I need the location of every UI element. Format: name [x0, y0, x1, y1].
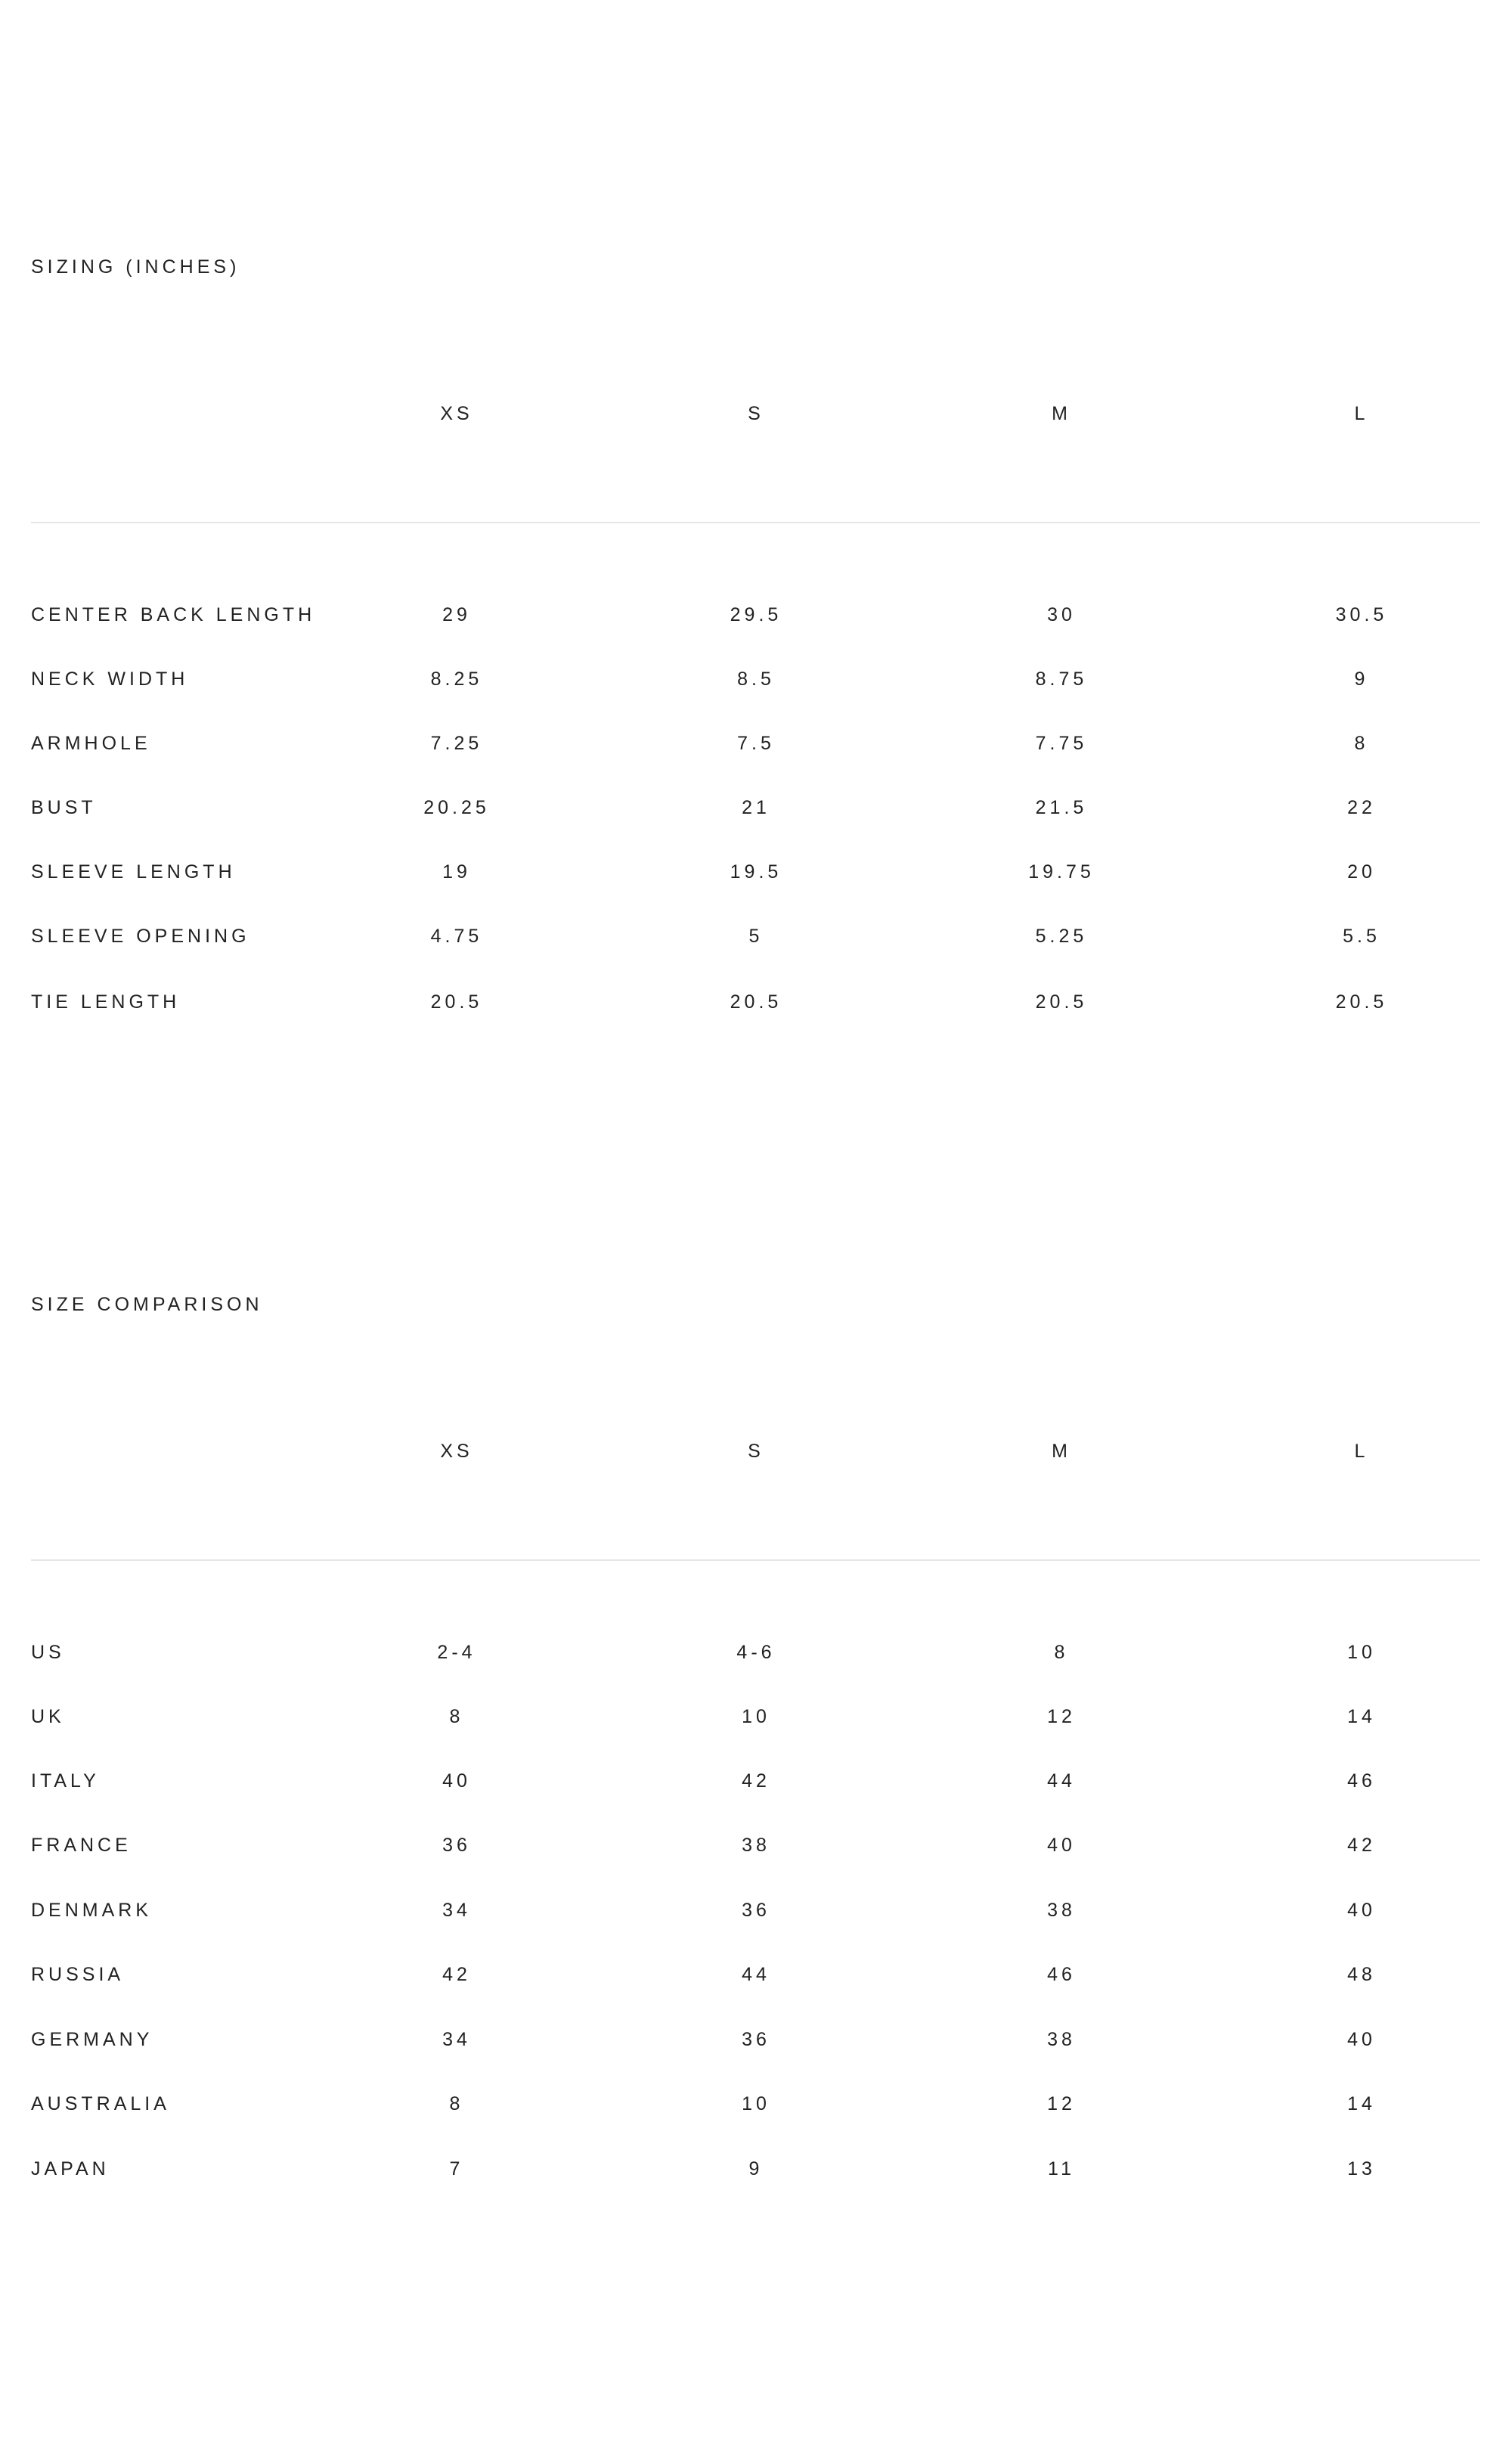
table-cell: 8: [1354, 733, 1369, 754]
comparison-title: SIZE COMPARISON: [31, 1294, 263, 1315]
table-cell: 38: [742, 1835, 770, 1856]
table-cell: 42: [742, 1770, 770, 1792]
size-header-m: M: [1052, 1441, 1071, 1462]
table-cell: 10: [742, 1706, 770, 1727]
table-cell: 11: [1048, 2158, 1075, 2179]
row-label: DENMARK: [31, 1900, 153, 1921]
row-label: ARMHOLE: [31, 733, 151, 754]
table-cell: 20: [1347, 861, 1376, 883]
table-cell: 5: [748, 926, 764, 947]
table-cell: 7.25: [430, 733, 483, 754]
row-label: CENTER BACK LENGTH: [31, 604, 316, 625]
row-label: AUSTRALIA: [31, 2093, 170, 2114]
table-cell: 21: [742, 797, 770, 818]
row-label: GERMANY: [31, 2029, 153, 2050]
table-cell: 42: [1347, 1835, 1376, 1856]
table-cell: 4-6: [736, 1642, 776, 1663]
table-row: [31, 1640, 1480, 1665]
table-row: [31, 1704, 1480, 1730]
table-row: [31, 2091, 1480, 2117]
table-cell: 29: [442, 604, 471, 625]
size-header-s: S: [748, 1441, 764, 1462]
table-cell: 38: [1047, 1900, 1076, 1921]
table-cell: 14: [1347, 1706, 1376, 1727]
table-cell: 46: [1347, 1770, 1376, 1792]
table-cell: 40: [442, 1770, 471, 1792]
table-cell: 5.25: [1035, 926, 1088, 947]
size-header-m: M: [1052, 403, 1071, 424]
table-cell: 8: [449, 1706, 464, 1727]
table-cell: 42: [442, 1964, 471, 1985]
table-cell: 7: [449, 2158, 464, 2179]
table-cell: 5.5: [1343, 926, 1380, 947]
table-cell: 40: [1047, 1835, 1076, 1856]
row-label: US: [31, 1642, 65, 1663]
table-row: [31, 795, 1480, 821]
size-header-xs: XS: [440, 403, 473, 424]
table-row: [31, 923, 1480, 949]
table-cell: 30.5: [1335, 604, 1388, 625]
table-row: [31, 1832, 1480, 1858]
table-cell: 40: [1347, 2029, 1376, 2050]
table-cell: 14: [1347, 2093, 1376, 2114]
row-label: NECK WIDTH: [31, 669, 189, 690]
comparison-divider: [31, 1559, 1480, 1561]
sizing-title: SIZING (INCHES): [31, 256, 240, 278]
table-cell: 34: [442, 1900, 471, 1921]
size-header-xs: XS: [440, 1441, 473, 1462]
table-row: [31, 1768, 1480, 1794]
table-cell: 8.75: [1035, 669, 1088, 690]
table-cell: 38: [1047, 2029, 1076, 2050]
table-cell: 36: [442, 1835, 471, 1856]
row-label: SLEEVE LENGTH: [31, 861, 236, 883]
row-label: UK: [31, 1706, 65, 1727]
table-cell: 20.5: [430, 991, 483, 1013]
row-label: JAPAN: [31, 2158, 110, 2179]
table-cell: 9: [1354, 669, 1369, 690]
table-cell: 19.75: [1028, 861, 1095, 883]
table-cell: 20.5: [1335, 991, 1388, 1013]
table-cell: 34: [442, 2029, 471, 2050]
table-cell: 40: [1347, 1900, 1376, 1921]
table-cell: 29.5: [730, 604, 782, 625]
row-label: TIE LENGTH: [31, 991, 181, 1013]
table-cell: 8.5: [737, 669, 775, 690]
comparison-size-header: [31, 1438, 1480, 1464]
table-cell: 12: [1047, 1706, 1076, 1727]
table-row: [31, 859, 1480, 885]
table-cell: 19.5: [730, 861, 782, 883]
table-cell: 22: [1347, 797, 1376, 818]
sizing-divider: [31, 522, 1480, 523]
table-cell: 36: [742, 1900, 770, 1921]
row-label: BUST: [31, 797, 97, 818]
table-cell: 4.75: [430, 926, 483, 947]
table-row: [31, 602, 1480, 628]
table-cell: 21.5: [1035, 797, 1088, 818]
table-cell: 10: [1347, 1642, 1376, 1663]
row-label: RUSSIA: [31, 1964, 125, 1985]
table-cell: 36: [742, 2029, 770, 2050]
table-row: [31, 1897, 1480, 1923]
row-label: SLEEVE OPENING: [31, 926, 250, 947]
table-cell: 48: [1347, 1964, 1376, 1985]
table-cell: 44: [1047, 1770, 1076, 1792]
table-cell: 8: [1054, 1642, 1069, 1663]
table-cell: 2-4: [437, 1642, 476, 1663]
table-row: [31, 2156, 1480, 2182]
table-cell: 46: [1047, 1964, 1076, 1985]
table-cell: 20.5: [1035, 991, 1088, 1013]
table-cell: 8: [449, 2093, 464, 2114]
table-cell: 13: [1347, 2158, 1376, 2179]
table-row: [31, 731, 1480, 756]
size-header-l: L: [1354, 1441, 1369, 1462]
size-header-s: S: [748, 403, 764, 424]
size-header-l: L: [1354, 403, 1369, 424]
table-cell: 20.5: [730, 991, 782, 1013]
table-cell: 10: [742, 2093, 770, 2114]
row-label: ITALY: [31, 1770, 100, 1792]
table-row: [31, 1962, 1480, 1987]
table-cell: 9: [748, 2158, 764, 2179]
table-cell: 19: [442, 861, 471, 883]
table-cell: 8.25: [430, 669, 483, 690]
row-label: FRANCE: [31, 1835, 132, 1856]
table-cell: 20.25: [423, 797, 490, 818]
table-cell: 7.5: [737, 733, 775, 754]
table-row: [31, 989, 1480, 1015]
table-cell: 12: [1047, 2093, 1076, 2114]
sizing-size-header: [31, 401, 1480, 427]
table-row: [31, 666, 1480, 692]
table-row: [31, 2027, 1480, 2052]
table-cell: 30: [1047, 604, 1076, 625]
table-cell: 7.75: [1035, 733, 1088, 754]
table-cell: 44: [742, 1964, 770, 1985]
